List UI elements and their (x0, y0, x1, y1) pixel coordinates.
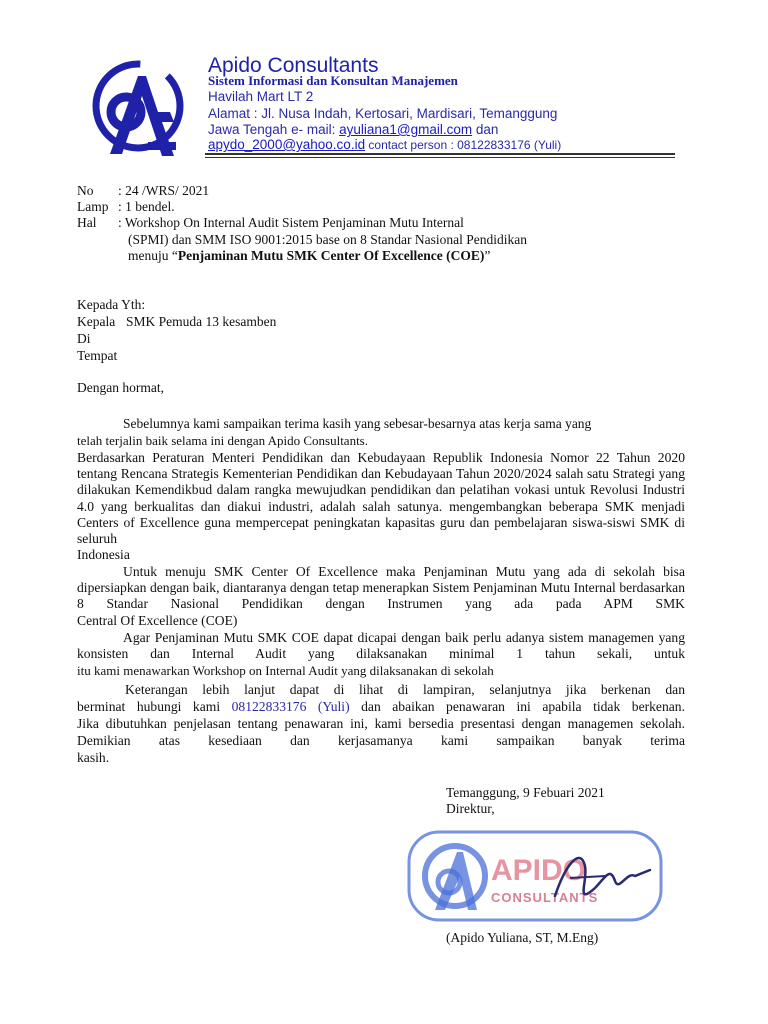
header-rule-thin (205, 157, 675, 158)
phone-number: 08122833176 (Yuli) (231, 699, 350, 714)
address-line-3-suffix: dan (472, 122, 499, 137)
hal-value: : Workshop On Internal Audit Sistem Penjaminan Mutu Internal (118, 215, 464, 230)
hal-line-2: (SPMI) dan SMM ISO 9001:2015 base on 8 Standar Nasional Pendidikan (128, 232, 527, 247)
paragraph-5-line-1: Keterangan lebih lanjut dapat di lihat di lampiran, selanjutnya jika berkenan dan (125, 682, 685, 697)
stamp-name: APIDO (491, 854, 587, 887)
email-link-1[interactable]: ayuliana1@gmail.com (339, 122, 473, 137)
director-name: (Apido Yuliana, ST, M.Eng) (446, 930, 599, 945)
paragraph-1-line-2: telah terjalin baik selama ini dengan Apido Consultants. (77, 433, 368, 448)
company-logo (88, 56, 198, 164)
company-subtitle: Sistem Informasi dan Konsultan Manajemen (208, 73, 458, 88)
place-date: Temanggung, 9 Febuari 2021 (446, 785, 605, 800)
greeting: Dengan hormat, (77, 380, 164, 395)
paragraph-2: Berdasarkan Peraturan Menteri Pendidikan dan Kebudayaan Republik Indonesia Nomor 22 Tahun 2020 tentang Rencana Strategis Kementerian Pendidikan dan Kebudayaan Tahun 2020/2024 salah satu Strategi yang dilakukan Kemendikbud dalam rangka mewujudkan pendidikan dan pelatihan vokasi untuk Revolusi Industri 4.0 yang berkualitas dan diakui industri, adalah salah satunya. mengembangkan beberapa SMK menjadi Centers of Excellence guna mempercepat peningkatan kapasitas guru dan pembelajaran siswa-siswi SMK di seluruh (77, 450, 685, 547)
hal-line-3 (128, 248, 490, 264)
paragraph-5-last: kasih. (77, 750, 110, 765)
contact-person: contact person : 08122833176 (Yuli) (365, 138, 562, 152)
director-title: Direktur, (446, 801, 495, 816)
paragraph-4: Agar Penjaminan Mutu SMK COE dapat dicapai dengan baik perlu adanya sistem managemen yang konsisten dan Internal Audit yang dilaksanakan minimal 1 tahun sekali, untuk (77, 630, 685, 662)
paragraph-3-last: Central Of Excellence (COE) (77, 613, 238, 628)
lamp-label: Lamp (77, 199, 109, 214)
stamp-subtitle: CONSULTANTS (491, 890, 599, 905)
paragraph-5-prefix: berminat hubungi kami (77, 699, 232, 714)
company-name: Apido Consultants (208, 54, 379, 77)
email-link-2[interactable]: apydo_2000@yahoo.co.id (208, 137, 366, 152)
header-rule-thick (205, 153, 675, 155)
recipient-kepala-label: Kepala (77, 314, 116, 329)
hal-line-3-prefix: menuju “ (128, 248, 178, 263)
paragraph-1-line-1: Sebelumnya kami sampaikan terima kasih yang sebesar-besarnya atas kerja sama yang (123, 416, 592, 431)
hal-line-3-suffix: ” (484, 248, 491, 263)
hal-line-3-bold: Penjaminan Mutu SMK Center Of Excellence (COE) (177, 248, 485, 263)
address-line-2: Alamat : Jl. Nusa Indah, Kertosari, Mardisari, Temanggung (208, 106, 558, 121)
recipient-di: Di (77, 331, 91, 346)
recipient-school: SMK Pemuda 13 kesamben (126, 314, 277, 329)
no-label: No (77, 183, 94, 198)
company-stamp (405, 826, 665, 926)
address-line-3 (208, 122, 498, 137)
recipient-tempat: Tempat (77, 348, 118, 363)
recipient-kepada: Kepada Yth: (77, 297, 146, 312)
paragraph-4-last: itu kami menawarkan Workshop on Internal Audit yang dilaksanakan di sekolah (77, 663, 494, 678)
address-line-3-prefix: Jawa Tengah e- mail: (208, 122, 340, 137)
paragraph-5-rest: Jika dibutuhkan penjelasan tentang penawaran ini, kami bersedia presentasi dengan managemen sekolah. Demikian atas kesediaan dan kerjasamanya kami sampaikan banyak terima (77, 716, 685, 748)
paragraph-5-line-2 (77, 699, 685, 715)
lamp-value: : 1 bendel. (118, 199, 175, 214)
hal-label: Hal (77, 215, 97, 230)
paragraph-2-last: Indonesia (77, 547, 130, 562)
address-line-4 (208, 137, 561, 152)
paragraph-3: Untuk menuju SMK Center Of Excellence maka Penjaminan Mutu yang ada di sekolah bisa dipersiapkan dengan baik, diantaranya dengan tetap menerapkan Sistem Penjaminan Mutu Internal berdasarkan 8 Standar Nasional Pendidikan dengan Instrumen yang ada pada APM SMK (77, 564, 685, 612)
paragraph-5-suffix: dan abaikan penawaran ini apabila tidak berkenan. (349, 699, 685, 714)
address-line-1: Havilah Mart LT 2 (208, 89, 314, 104)
no-value: : 24 /WRS/ 2021 (118, 183, 210, 198)
